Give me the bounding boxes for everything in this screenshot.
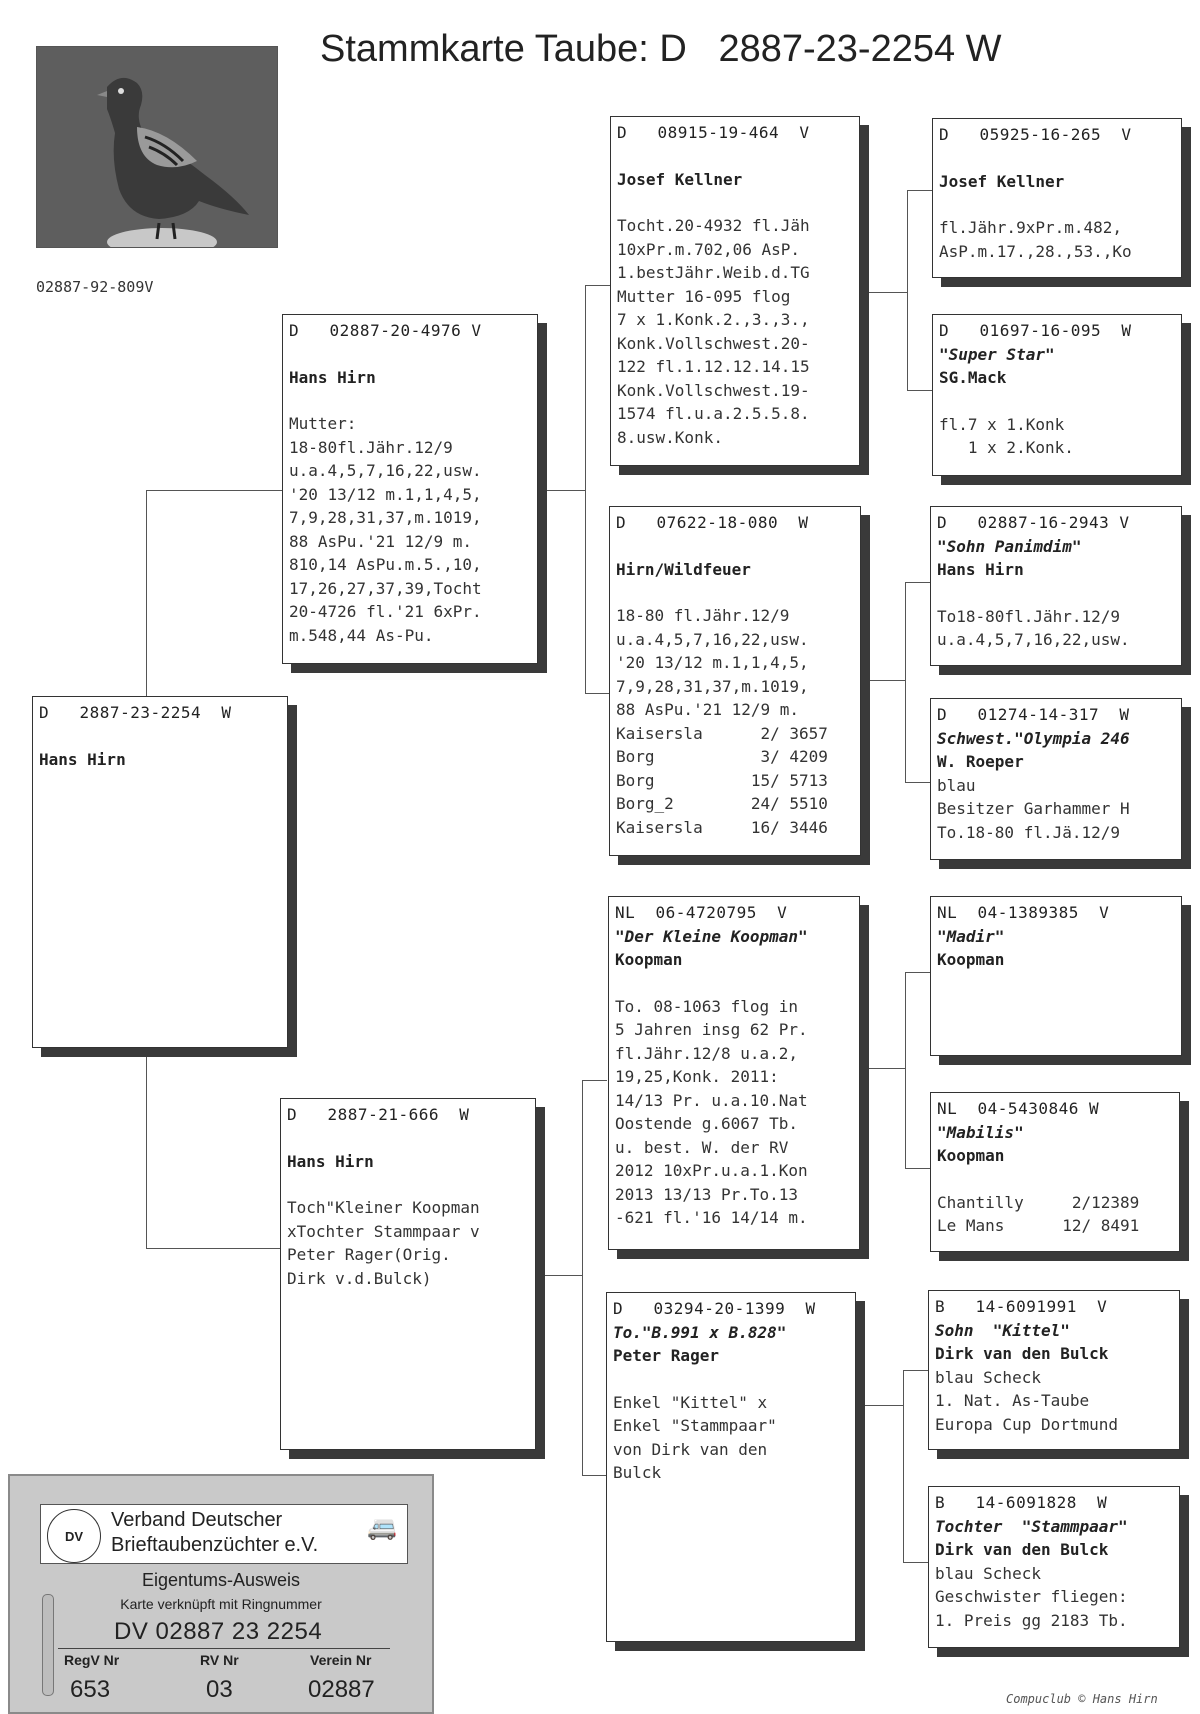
pigeon-name: Schwest."Olympia 246	[937, 728, 1130, 748]
connector	[585, 285, 586, 693]
note-line: 122 fl.1.12.12.14.15	[617, 357, 810, 376]
note-line: AsP.m.17.,28.,53.,Ko	[939, 241, 1132, 261]
note-line: 18-80 fl.Jähr.12/9	[616, 606, 790, 625]
ring-number: NL 04-5430846 W	[937, 1099, 1100, 1118]
breeder-name: Dirk van den Bulck	[935, 1540, 1109, 1559]
connector	[585, 285, 610, 286]
breeder-name: Koopman	[937, 950, 1005, 969]
note-line: Kaisersla 16/ 3446	[616, 817, 828, 837]
note-line: Peter Rager(Orig.	[287, 1245, 451, 1264]
great-grandparent-card[interactable]	[930, 506, 1182, 666]
note-line: fl.7 x 1.Konk	[939, 414, 1065, 434]
note-line: Geschwister fliegen:	[935, 1587, 1128, 1606]
connector	[582, 1475, 607, 1476]
connector	[535, 1275, 582, 1276]
note-line: 14/13 Pr. u.a.10.Nat	[615, 1090, 808, 1110]
subject-card[interactable]	[32, 696, 288, 1048]
breeder-name: Josef Kellner	[617, 169, 743, 189]
connector	[905, 972, 930, 973]
connector	[856, 1405, 903, 1406]
connector	[860, 680, 905, 681]
regv-value: 653	[70, 1676, 111, 1703]
connector	[146, 1248, 280, 1249]
pigeon-name: "Mabilis"	[937, 1122, 1024, 1142]
verein-value: 02887	[308, 1676, 375, 1703]
note-line: Chantilly 2/12389	[937, 1192, 1140, 1212]
breeder-name: SG.Mack	[939, 368, 1007, 387]
note-line: Konk.Vollschwest.19-	[617, 380, 810, 400]
connector	[146, 490, 282, 491]
note-line: Enkel "Stammpaar"	[613, 1416, 777, 1435]
pigeon-name: Sohn "Kittel"	[935, 1320, 1070, 1340]
notes	[615, 995, 853, 1230]
connector	[146, 490, 147, 700]
connector	[905, 582, 930, 583]
note-line: 7,9,28,31,37,m.1019,	[616, 676, 809, 696]
connector	[903, 1370, 928, 1371]
pigeon-name: To."B.991 x B.828"	[613, 1322, 787, 1342]
verein-label: Verein Nr	[310, 1652, 372, 1668]
grandfather-paternal-card[interactable]	[610, 116, 860, 466]
breeder-name: Hans Hirn	[937, 560, 1024, 579]
notes	[289, 412, 531, 647]
note-line: 17,26,27,37,39,Tocht	[289, 578, 482, 598]
ring-number: D 2887-23-2254 W	[39, 703, 232, 722]
note-line: 2013 13/13 Pr.To.13	[615, 1184, 799, 1204]
note-line: Tocht.20-4932 fl.Jäh	[617, 216, 810, 235]
note-line: To. 08-1063 flog in	[615, 996, 799, 1016]
note-line: Bulck	[613, 1463, 662, 1482]
regv-label: RegV Nr	[64, 1652, 120, 1668]
note-line: 88 AsPu.'21 12/9 m.	[289, 531, 473, 551]
note-line: 7,9,28,31,37,m.1019,	[289, 508, 482, 527]
note-line: To.18-80 fl.Jä.12/9	[937, 822, 1121, 842]
note-line: blau Scheck	[935, 1563, 1041, 1583]
connector	[905, 582, 906, 782]
connector	[860, 292, 907, 293]
ring-number: D 02887-16-2943 V	[937, 513, 1130, 532]
ring-number: D 03294-20-1399 W	[613, 1299, 816, 1318]
breeder-name: Koopman	[615, 950, 683, 969]
note-line: 18-80fl.Jähr.12/9	[289, 437, 453, 457]
note-line: Le Mans 12/ 8491	[937, 1216, 1140, 1235]
linked-text: Karte verknüpft mit Ringnummer	[120, 1596, 322, 1612]
note-line: u.a.4,5,7,16,22,usw.	[937, 630, 1130, 649]
pigeon-image	[37, 47, 277, 247]
pigeon-name: "Sohn Panimdim"	[937, 536, 1082, 556]
notes	[613, 1391, 849, 1485]
breeder-name: Koopman	[937, 1146, 1005, 1165]
note-line: 10xPr.m.702,06 AsP.	[617, 239, 801, 259]
grandmother-paternal-card[interactable]	[609, 506, 861, 856]
ring-number: B 14-6091828 W	[935, 1493, 1108, 1512]
footer-credit: Compuclub © Hans Hirn	[1006, 1692, 1158, 1706]
note-line: Mutter:	[289, 414, 357, 433]
great-grandparent-card[interactable]	[932, 118, 1182, 278]
pigeon-name: "Madir"	[937, 926, 1005, 946]
note-line: '20 13/12 m.1,1,4,5,	[616, 653, 809, 672]
divider	[58, 1648, 390, 1649]
rv-value: 03	[206, 1676, 233, 1703]
note-line: Konk.Vollschwest.20-	[617, 333, 810, 353]
breeder-name: Hirn/Wildfeuer	[616, 559, 751, 579]
ring-number: D 01274-14-317 W	[937, 705, 1130, 724]
ring-number: D 2887-21-666 W	[287, 1105, 470, 1124]
great-grandparent-card[interactable]	[930, 1092, 1180, 1252]
note-line: Borg 15/ 5713	[616, 770, 828, 790]
note-line: 810,14 AsPu.m.5.,10,	[289, 555, 482, 574]
note-line: u.a.4,5,7,16,22,usw.	[289, 461, 482, 480]
rv-label: RV Nr	[200, 1652, 239, 1668]
connector	[907, 190, 908, 390]
ownership-title: Eigentums-Ausweis	[141, 1570, 301, 1590]
pigeon-name: "Der Kleine Koopman"	[615, 926, 808, 946]
note-line: blau Scheck	[935, 1367, 1041, 1387]
note-line: Kaisersla 2/ 3657	[616, 723, 828, 743]
note-line: Borg 3/ 4209	[616, 747, 828, 766]
ownership-card	[8, 1474, 434, 1714]
note-line: 1.bestJähr.Weib.d.TG	[617, 263, 810, 282]
note-line: Borg_2 24/ 5510	[616, 794, 828, 813]
connector	[907, 190, 932, 191]
page-title: Stammkarte Taube: D 2887-23-2254 W	[320, 28, 1002, 70]
breeder-name: Hans Hirn	[287, 1151, 374, 1171]
note-line: 88 AsPu.'21 12/9 m.	[616, 700, 800, 719]
note-line: '20 13/12 m.1,1,4,5,	[289, 484, 482, 504]
note-line: xTochter Stammpaar v	[287, 1221, 480, 1241]
note-line: 7 x 1.Konk.2.,3.,3.,	[617, 310, 810, 329]
ring-number: NL 04-1389385 V	[937, 903, 1110, 922]
connector	[903, 1370, 904, 1562]
connector	[146, 1048, 147, 1248]
note-line: -621 fl.'16 14/14 m.	[615, 1208, 808, 1227]
great-grandparent-card[interactable]	[928, 1290, 1180, 1450]
note-line: u.a.4,5,7,16,22,usw.	[616, 629, 809, 649]
note-line: 20-4726 fl.'21 6xPr.	[289, 602, 482, 621]
note-line: 2012 10xPr.u.a.1.Kon	[615, 1161, 808, 1180]
grandfather-maternal-card[interactable]	[608, 896, 860, 1250]
mother-card[interactable]	[280, 1098, 536, 1450]
ring-number: NL 06-4720795 V	[615, 903, 788, 922]
note-line: 1574 fl.u.a.2.5.5.8.	[617, 404, 810, 423]
breeder-name: Dirk van den Bulck	[935, 1344, 1109, 1363]
pigeon-photo	[36, 46, 278, 248]
ring-number: D 02887-20-4976 V	[289, 321, 482, 340]
breeder-name: Hans Hirn	[289, 367, 376, 387]
ring-number: D 08915-19-464 V	[617, 123, 810, 142]
connector	[905, 782, 930, 783]
connector	[860, 1068, 905, 1069]
breeder-name: Josef Kellner	[939, 171, 1065, 191]
pigeon-name: "Super Star"	[939, 344, 1055, 364]
note-line: 19,25,Konk. 2011:	[615, 1067, 779, 1086]
note-line: fl.Jähr.12/8 u.a.2,	[615, 1043, 799, 1063]
note-line: u. best. W. der RV	[615, 1137, 789, 1157]
association-logo: DV	[47, 1509, 101, 1563]
breeder-name: Hans Hirn	[39, 749, 126, 769]
connector	[907, 390, 932, 391]
note-line: 1. Nat. As-Taube	[935, 1391, 1090, 1410]
grandmother-maternal-card[interactable]	[606, 1292, 856, 1642]
note-line: blau	[937, 775, 976, 795]
great-grandparent-card[interactable]	[932, 314, 1182, 476]
ring-number: D 01697-16-095 W	[939, 321, 1132, 340]
pigeon-name: Tochter "Stammpaar"	[935, 1516, 1128, 1536]
association-banner	[40, 1504, 408, 1564]
great-grandparent-card[interactable]	[930, 698, 1182, 860]
note-line: Besitzer Garhammer H	[937, 799, 1130, 818]
car-icon: 🚐	[367, 1514, 397, 1541]
note-line: 8.usw.Konk.	[617, 427, 723, 447]
note-line: Toch"Kleiner Koopman	[287, 1198, 480, 1217]
association-name-line2: Brieftaubenzüchter e.V.	[111, 1534, 319, 1556]
note-line: Europa Cup Dortmund	[935, 1414, 1119, 1434]
connector	[582, 1080, 583, 1475]
ring-number: B 14-6091991 V	[935, 1297, 1108, 1316]
note-line: Dirk v.d.Bulck)	[287, 1268, 432, 1288]
note-line: 5 Jahren insg 62 Pr.	[615, 1020, 808, 1039]
notes	[287, 1196, 529, 1290]
photo-ring-number: 02887-92-809V	[36, 278, 154, 296]
note-line: m.548,44 As-Pu.	[289, 625, 434, 645]
breeder-name: W. Roeper	[937, 752, 1024, 771]
association-name-line1: Verband Deutscher	[111, 1509, 283, 1531]
father-card[interactable]	[282, 314, 538, 664]
great-grandparent-card[interactable]	[928, 1486, 1180, 1648]
notes	[617, 214, 853, 449]
connector	[535, 490, 585, 491]
breeder-name: Peter Rager	[613, 1346, 719, 1365]
connector	[582, 1080, 607, 1081]
connector	[905, 1168, 930, 1169]
ring-number-value: DV 02887 23 2254	[114, 1618, 323, 1645]
note-line: Enkel "Kittel" x	[613, 1392, 768, 1412]
connector	[905, 972, 906, 1168]
note-line: Mutter 16-095 flog	[617, 286, 791, 306]
connector	[585, 693, 609, 694]
notes	[616, 604, 854, 839]
ring-number: D 07622-18-080 W	[616, 513, 809, 532]
note-line: To18-80fl.Jähr.12/9	[937, 606, 1121, 626]
note-line: 1 x 2.Konk.	[939, 438, 1074, 457]
note-line: von Dirk van den	[613, 1439, 768, 1459]
connector	[903, 1562, 928, 1563]
ring-number: D 05925-16-265 V	[939, 125, 1132, 144]
great-grandparent-card[interactable]	[930, 896, 1182, 1056]
note-line: 1. Preis gg 2183 Tb.	[935, 1610, 1128, 1630]
note-line: fl.Jähr.9xPr.m.482,	[939, 218, 1123, 237]
note-line: Oostende g.6067 Tb.	[615, 1114, 799, 1133]
